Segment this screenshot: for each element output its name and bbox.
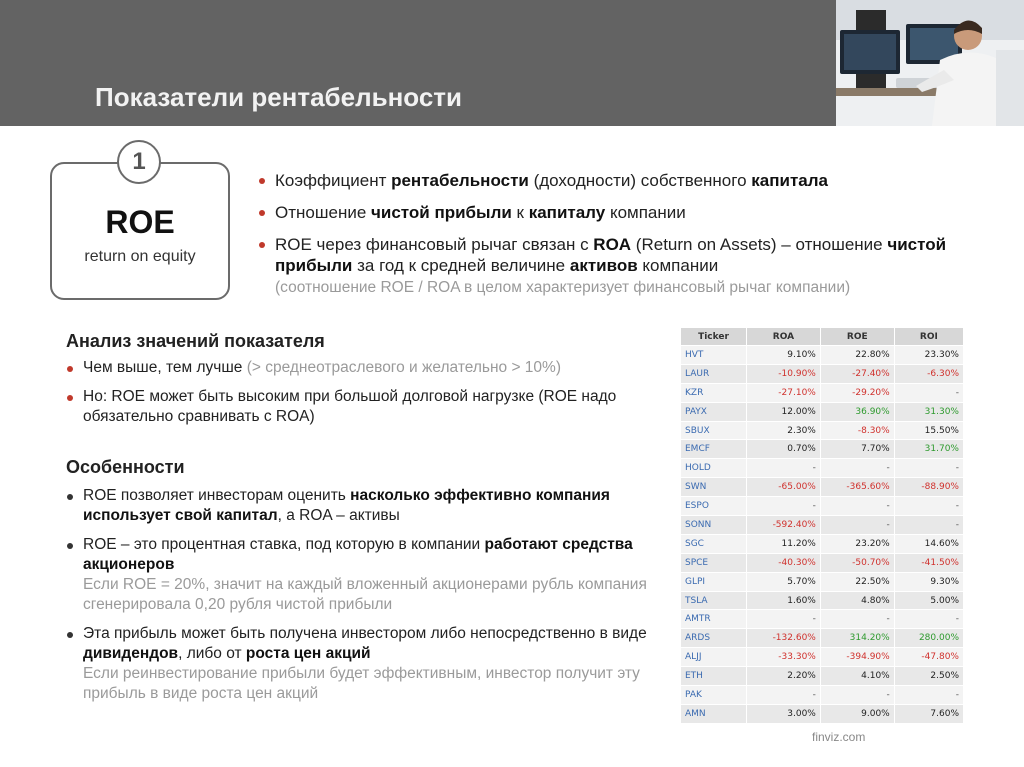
column-header-roi: ROI (894, 328, 963, 346)
analysis-item: Но: ROE может быть высоким при большой долговой нагрузке (ROE надо обязательно сравнивать с ROA) (66, 387, 656, 427)
source-label: finviz.com (812, 730, 866, 744)
table-cell: -10.90% (747, 364, 821, 383)
feature-item: ROE позволяет инвесторам оценить насколько эффективно компания использует свой капитал, а ROA – активы (66, 486, 656, 526)
table-cell: 22.50% (820, 572, 894, 591)
analysis-list (66, 358, 656, 436)
table-cell: - (894, 686, 963, 705)
table-cell: 5.70% (747, 572, 821, 591)
table-cell: 0.70% (747, 440, 821, 459)
ticker-link[interactable]: SBUX (681, 421, 747, 440)
features-heading: Особенности (66, 457, 185, 477)
ticker-link[interactable]: SONN (681, 516, 747, 535)
ticker-link[interactable]: KZR (681, 383, 747, 402)
ticker-link[interactable]: AMN (681, 704, 747, 723)
table-cell: - (894, 383, 963, 402)
table-cell: -41.50% (894, 553, 963, 572)
ticker-link[interactable]: PAYX (681, 402, 747, 421)
table-cell: 36.90% (820, 402, 894, 421)
column-header-roe: ROE (820, 328, 894, 346)
table-cell: 15.50% (894, 421, 963, 440)
table-cell: - (820, 459, 894, 478)
ticker-link[interactable]: EMCF (681, 440, 747, 459)
table-cell: -40.30% (747, 553, 821, 572)
table-row (681, 534, 964, 553)
table-row (681, 383, 964, 402)
ticker-link[interactable]: TSLA (681, 591, 747, 610)
ticker-link[interactable]: ESPO (681, 497, 747, 516)
table-cell: -29.20% (820, 383, 894, 402)
trader-photo (836, 0, 1024, 126)
table-cell: 22.80% (820, 346, 894, 365)
definition-list (258, 170, 998, 309)
table-cell: 2.20% (747, 667, 821, 686)
table-row (681, 478, 964, 497)
feature-item: Эта прибыль может быть получена инвестором либо непосредственно в виде дивидендов, либо от роста цен акций Если реинвестирование прибыли будет эффективным, инвестор получит эту прибыль в виде роста цен акций (66, 624, 656, 704)
table-cell: 2.50% (894, 667, 963, 686)
column-header-ticker: Ticker (681, 328, 747, 346)
table-cell: 23.20% (820, 534, 894, 553)
ticker-link[interactable]: SWN (681, 478, 747, 497)
table-cell: 280.00% (894, 629, 963, 648)
table-row (681, 459, 964, 478)
features-list (66, 486, 656, 713)
table-cell: - (747, 497, 821, 516)
table-row (681, 440, 964, 459)
definition-item: Коэффициент рентабельности (доходности) собственного капитала (258, 170, 998, 191)
table-cell: -33.30% (747, 648, 821, 667)
table-row (681, 346, 964, 365)
ticker-link[interactable]: ALJJ (681, 648, 747, 667)
definition-note: (соотношение ROE / ROA в целом характеризует финансовый рычаг компании) (275, 279, 851, 296)
table-row (681, 610, 964, 629)
ticker-link[interactable]: HVT (681, 346, 747, 365)
table-cell: 7.70% (820, 440, 894, 459)
table-cell: - (820, 516, 894, 535)
table-cell: - (894, 459, 963, 478)
roe-subtitle: return on equity (84, 248, 196, 265)
table-cell: 9.10% (747, 346, 821, 365)
table-row (681, 572, 964, 591)
ratios-table (680, 327, 964, 724)
table-cell: 3.00% (747, 704, 821, 723)
table-cell: 31.30% (894, 402, 963, 421)
ticker-link[interactable]: SGC (681, 534, 747, 553)
table-body (681, 346, 964, 724)
table-cell: 314.20% (820, 629, 894, 648)
table-cell: -6.30% (894, 364, 963, 383)
table-header-row (681, 328, 964, 346)
table-row (681, 591, 964, 610)
table-cell: 31.70% (894, 440, 963, 459)
feature-item: ROE – это процентная ставка, под которую в компании работают средства акционеров Если ROE = 20%, значит на каждый вложенный акционерами рубль компания сгенерировала 0,20 рубля чистой прибыли (66, 535, 656, 615)
table-cell: 9.00% (820, 704, 894, 723)
definition-item: ROE через финансовый рычаг связан с ROA (Return on Assets) – отношение чистой прибыли за год к средней величине активов компании (соотношение ROE / ROA в целом характеризует финансовый рычаг компании) (258, 234, 998, 298)
table-row (681, 553, 964, 572)
column-header-roa: ROA (747, 328, 821, 346)
table-row (681, 686, 964, 705)
table-cell: -47.80% (894, 648, 963, 667)
ticker-link[interactable]: HOLD (681, 459, 747, 478)
analysis-item: Чем выше, тем лучше (> среднеотраслевого и желательно > 10%) (66, 358, 656, 378)
header-bar (0, 0, 1024, 126)
table-cell: - (894, 516, 963, 535)
table-cell: -27.40% (820, 364, 894, 383)
table-cell: -132.60% (747, 629, 821, 648)
table-cell: 4.80% (820, 591, 894, 610)
table-row (681, 667, 964, 686)
ticker-link[interactable]: ETH (681, 667, 747, 686)
table-cell: -365.60% (820, 478, 894, 497)
step-number-badge: 1 (117, 140, 161, 184)
table-cell: - (820, 610, 894, 629)
ticker-link[interactable]: LAUR (681, 364, 747, 383)
table-cell: 14.60% (894, 534, 963, 553)
table-cell: 4.10% (820, 667, 894, 686)
table-cell: -65.00% (747, 478, 821, 497)
table-cell: - (820, 497, 894, 516)
table-cell: -50.70% (820, 553, 894, 572)
table-cell: - (747, 686, 821, 705)
feature-note: Если ROE = 20%, значит на каждый вложенный акционерами рубль компания сгенерировала 0,20 рубля чистой прибыли (83, 576, 647, 613)
table-cell: -394.90% (820, 648, 894, 667)
table-row (681, 516, 964, 535)
table-cell: 23.30% (894, 346, 963, 365)
table-cell: 12.00% (747, 402, 821, 421)
page-title: Показатели рентабельности (95, 82, 462, 112)
table-cell: 11.20% (747, 534, 821, 553)
table-cell: -27.10% (747, 383, 821, 402)
table-row (681, 402, 964, 421)
table-cell: - (894, 610, 963, 629)
table-row (681, 629, 964, 648)
definition-item: Отношение чистой прибыли к капиталу компании (258, 202, 998, 223)
table-row (681, 704, 964, 723)
ticker-link[interactable]: GLPI (681, 572, 747, 591)
table-cell: - (820, 686, 894, 705)
table-row (681, 421, 964, 440)
table-cell: -592.40% (747, 516, 821, 535)
roe-title: ROE (105, 204, 175, 240)
ticker-link[interactable]: PAK (681, 686, 747, 705)
table-row (681, 497, 964, 516)
table-cell: - (747, 459, 821, 478)
table-cell: 9.30% (894, 572, 963, 591)
ticker-link[interactable]: SPCE (681, 553, 747, 572)
table-cell: 1.60% (747, 591, 821, 610)
ticker-link[interactable]: AMTR (681, 610, 747, 629)
table-cell: 7.60% (894, 704, 963, 723)
analysis-heading: Анализ значений показателя (66, 331, 325, 351)
table-cell: 5.00% (894, 591, 963, 610)
ticker-link[interactable]: ARDS (681, 629, 747, 648)
table-row (681, 648, 964, 667)
table-cell: -8.30% (820, 421, 894, 440)
table-cell: -88.90% (894, 478, 963, 497)
table-cell: - (747, 610, 821, 629)
feature-note: Если реинвестирование прибыли будет эффективным, инвестор получит эту прибыль в виде роста цен акций (83, 665, 640, 702)
table-row (681, 364, 964, 383)
table-cell: 2.30% (747, 421, 821, 440)
table-cell: - (894, 497, 963, 516)
